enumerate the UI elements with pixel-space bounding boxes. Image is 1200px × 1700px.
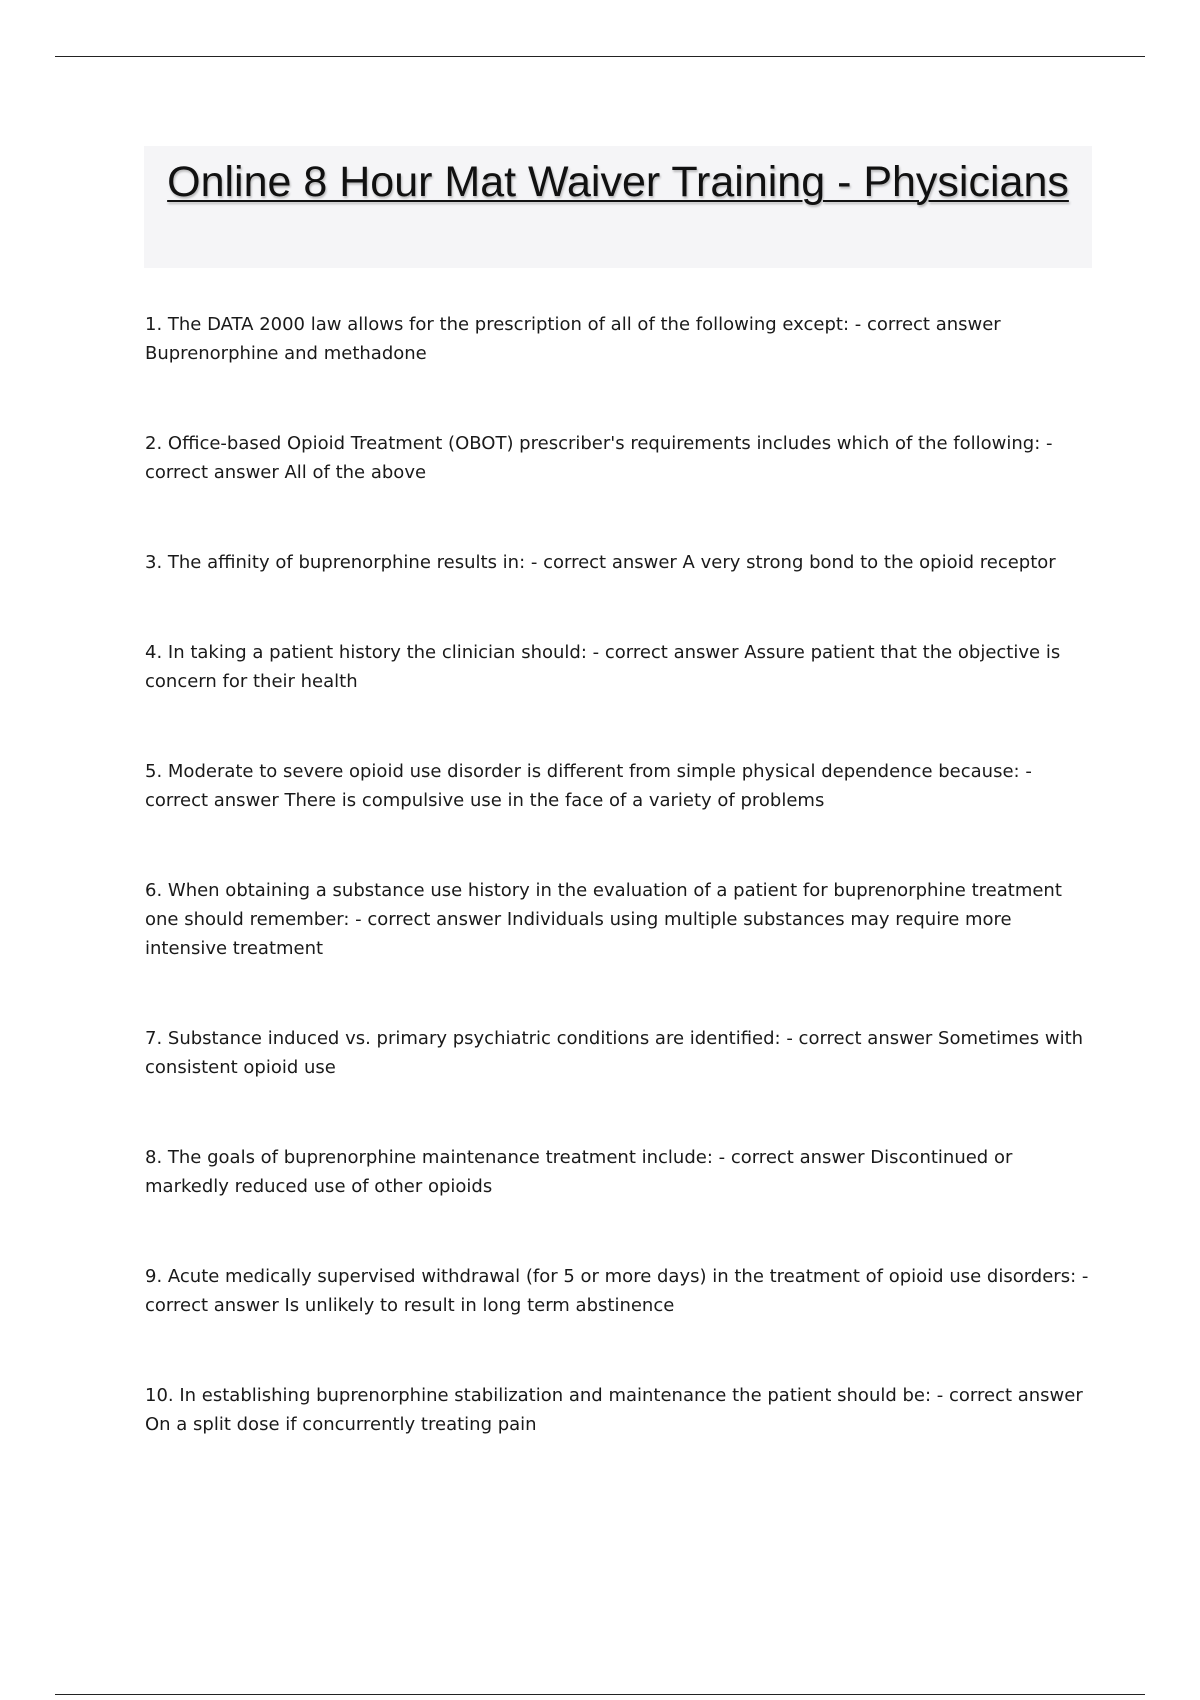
document-title: Online 8 Hour Mat Waiver Training - Physicians (167, 158, 1069, 206)
top-divider (55, 56, 1145, 57)
question-item-3: 3. The affinity of buprenorphine results in: - correct answer A very strong bond to the opioid receptor (145, 552, 1056, 573)
question-item-4: 4. In taking a patient history the clinician should: - correct answer Assure patient that the objective is concern for their health (145, 642, 1061, 692)
question-item-10: 10. In establishing buprenorphine stabilization and maintenance the patient should be: - correct answer On a split dose if concurrently treating pain (145, 1385, 1083, 1435)
question-item-6: 6. When obtaining a substance use history in the evaluation of a patient for buprenorphine treatment one should remember: - correct answer Individuals using multiple substances may require more intensive treatment (145, 880, 1062, 959)
question-item-8: 8. The goals of buprenorphine maintenance treatment include: - correct answer Discontinued or markedly reduced use of other opioids (145, 1147, 1013, 1197)
question-list (145, 310, 1095, 1500)
question-item-2: 2. Office-based Opioid Treatment (OBOT) prescriber's requirements includes which of the following: - correct answer All of the above (145, 433, 1053, 483)
question-item-9: 9. Acute medically supervised withdrawal (for 5 or more days) in the treatment of opioid use disorders: - correct answer Is unlikely to result in long term abstinence (145, 1266, 1089, 1316)
bottom-divider (55, 1694, 1145, 1695)
question-item-7: 7. Substance induced vs. primary psychiatric conditions are identified: - correct answer Sometimes with consistent opioid use (145, 1028, 1084, 1078)
question-item-1: 1. The DATA 2000 law allows for the prescription of all of the following except: - correct answer Buprenorphine and methadone (145, 314, 1001, 364)
title-banner (144, 146, 1092, 268)
question-item-5: 5. Moderate to severe opioid use disorder is different from simple physical dependence because: - correct answer There is compulsive use in the face of a variety of problems (145, 761, 1032, 811)
